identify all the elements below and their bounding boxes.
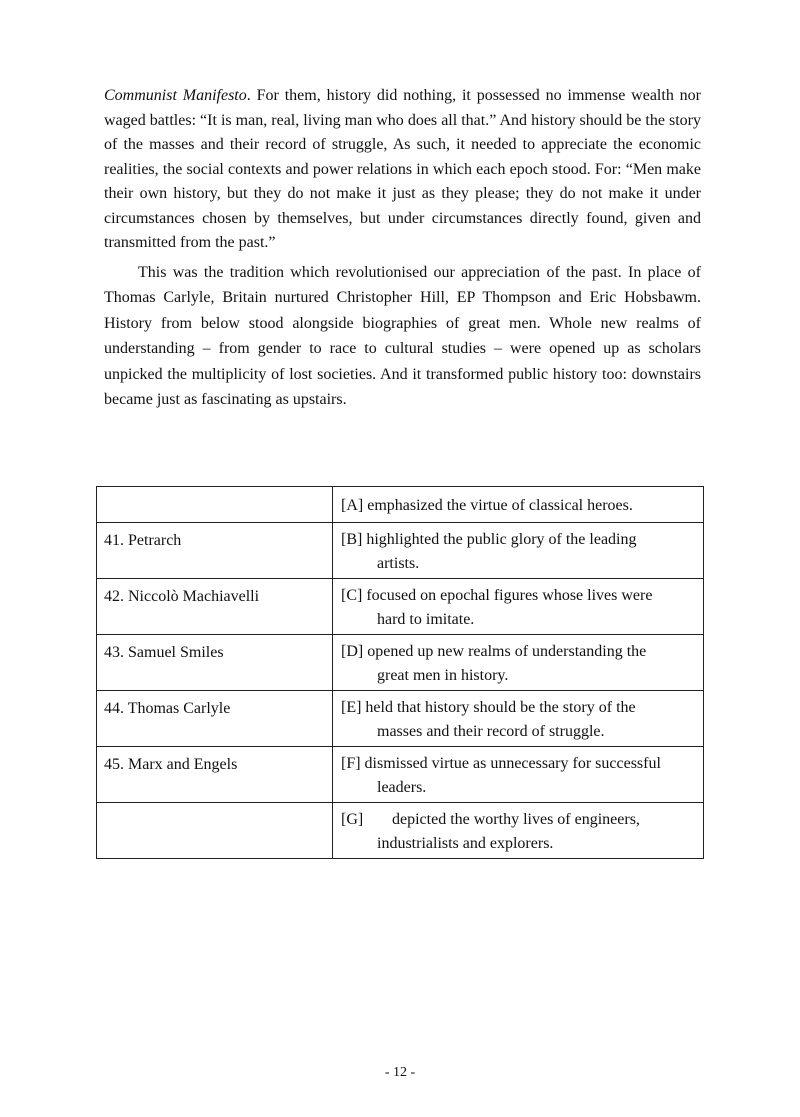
option-b-continued: artists. [377,555,420,572]
table-row [97,691,704,747]
option-e-continued: masses and their record of struggle. [377,723,605,740]
item-cell [97,487,333,523]
option-e: [E] held that history should be the story of the [341,699,636,716]
option-a: [A] emphasized the virtue of classical heroes. [341,497,633,514]
item-45: 45. Marx and Engels [104,756,238,773]
option-d-continued: great men in history. [377,667,509,684]
option-cell [333,803,704,859]
option-cell [333,487,704,523]
book-title: Communist Manifesto [104,87,247,104]
item-44: 44. Thomas Carlyle [104,700,231,717]
item-43: 43. Samuel Smiles [104,644,224,661]
option-c-continued: hard to imitate. [377,611,475,628]
matching-table [96,486,704,859]
option-cell [333,747,704,803]
item-cell [97,691,333,747]
item-cell [97,803,333,859]
paragraph-1 [104,84,701,256]
option-f: [F] dismissed virtue as unnecessary for successful [341,755,661,772]
table-row [97,523,704,579]
item-cell [97,523,333,579]
item-cell [97,635,333,691]
option-b: [B] highlighted the public glory of the leading [341,531,637,548]
passage [104,84,701,413]
option-g-letter: [G] [341,811,364,828]
option-cell [333,579,704,635]
item-cell [97,579,333,635]
paragraph-1-text: . For them, history did nothing, it possessed no immense wealth nor waged battles: “It is man, real, living man who does all that.” And history should be the story of the masses and their record of struggle, As such, it needed to appreciate the economic realities, the social contexts and power relations in which each epoch stood. For: “Men make their own history, but they do not make it just as they please; they do not make it under circumstances chosen by themselves, but under circumstances directly found, given and transmitted from the past.” [104,87,702,251]
option-cell [333,523,704,579]
option-f-continued: leaders. [377,779,427,796]
table-row [97,487,704,523]
paragraph-2: This was the tradition which revolutionised our appreciation of the past. In place of Thomas Carlyle, Britain nurtured Christopher Hill, EP Thompson and Eric Hobsbawm. History from below stood alongside biographies of great men. Whole new realms of understanding – from gender to race to cultural studies – were opened up as scholars unpicked the multiplicity of lost societies. And it transformed public history too: downstairs became just as fascinating as upstairs. [104,263,701,408]
item-cell [97,747,333,803]
option-g-text: depicted the worthy lives of engineers, [392,811,640,828]
option-cell [333,635,704,691]
table-row [97,579,704,635]
option-c: [C] focused on epochal figures whose lives were [341,587,653,604]
item-41: 41. Petrarch [104,532,182,549]
table-row [97,635,704,691]
table-row [97,747,704,803]
page-number: - 12 - [384,1065,416,1080]
option-g [341,803,703,833]
item-42: 42. Niccolò Machiavelli [104,588,260,605]
table-row [97,803,704,859]
option-d: [D] opened up new realms of understanding the [341,643,647,660]
option-cell [333,691,704,747]
option-g-continued: industrialists and explorers. [377,835,554,852]
